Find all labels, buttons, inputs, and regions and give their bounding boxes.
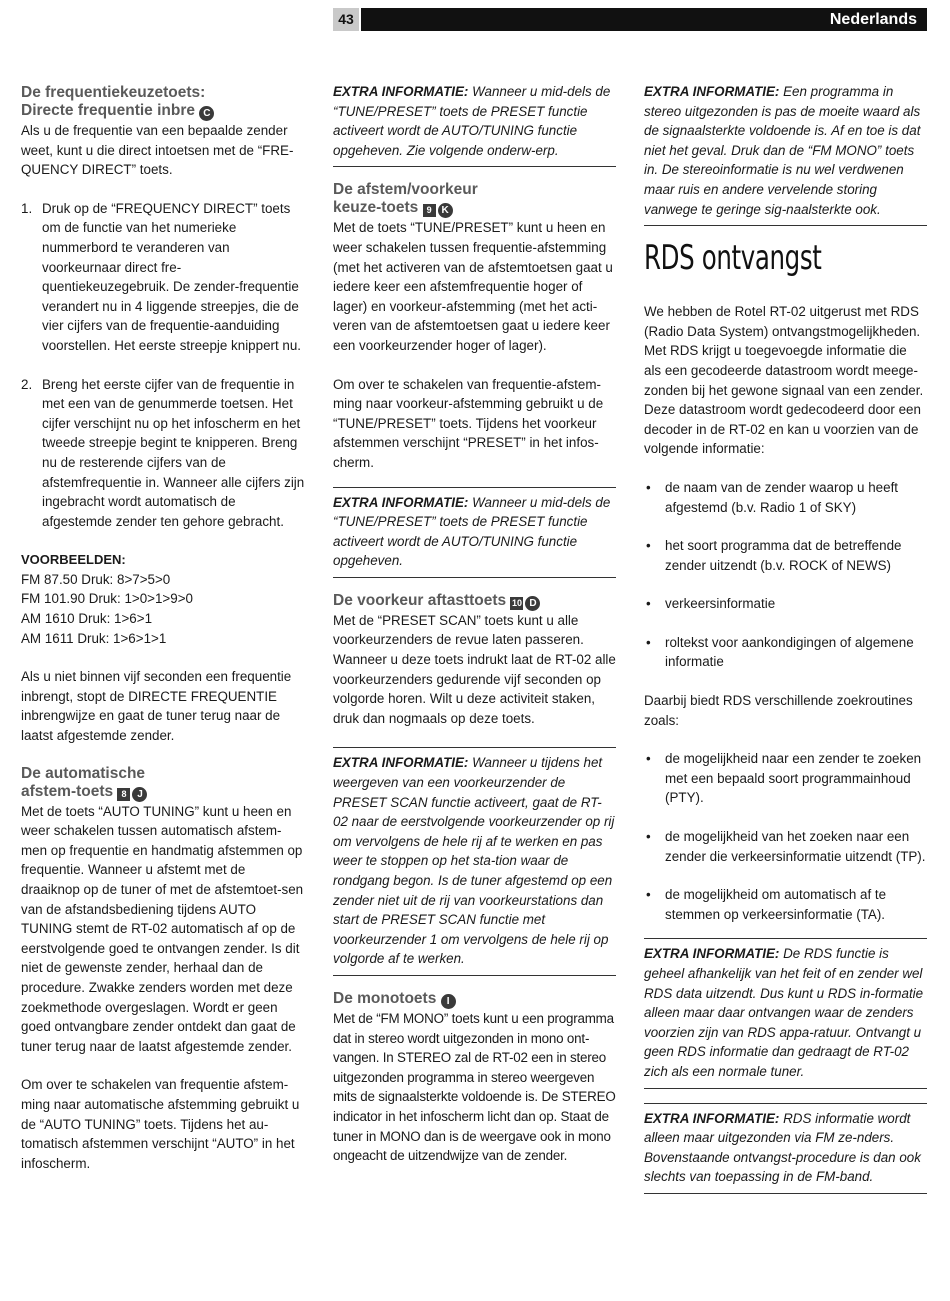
example-line: AM 1610 Druk: 1>6>1 [21,611,153,627]
info-box: EXTRA INFORMATIE: Wanneer u mid-dels de “TUNE/PRESET” toets de PRESET functie activeert wordt de AUTO/TUNING functie opgeheven. Zie volgende onderw-erp. [333,82,616,167]
front-key-10-icon: 10 [511,597,522,608]
paragraph: We hebben de Rotel RT-02 uitgerust met RDS (Radio Data System) ontvangstmogelijkheden. Met RDS krijgt u toegevoegde informatie die als een gecodeerde datastroom wordt meege-zonden bij het gewone signaal van een zender. Deze datastroom wordt gedecodeerd door een decoder in de RT-02 en kan u voorzien van de volgende informatie: [644,304,924,457]
info-box: EXTRA INFORMATIE: De RDS functie is geheel afhankelijk van het feit of en zender wel RDS data uitzendt. Dus kunt u RDS in-formatie alleen maar daar ontvangen waar de zenders voorzien zijn van RDS appa-ratuur. Ontvangt u geen RDS informatie dan gedraagt de RT-02 zich als een normale tuner. [644,938,927,1088]
list-item: • de mogelijkheid van het zoeken naar een zender die verkeersinformatie uitzendt (TP). [646,829,926,864]
front-key-8-icon: 8 [117,788,130,801]
section-title-preset-scan: De voorkeur aftasttoets 10 D [333,592,616,611]
paragraph: Met de “FM MONO” toets kunt u een programma dat in stereo wordt uitgezonden in mono ont-vangen. In STEREO zal de RT-02 een in stereo uitgezonden programma in stereo weergeven mits de signaalsterkte voldoende is. De STEREO indicator in het infoscherm licht dan op. Staat de tuner in MONO dan is de weergave ook in mono ongeacht de uitzendwijze van de zender. [333,1010,616,1164]
paragraph: Als u niet binnen vijf seconden een frequentie inbrengt, stopt de DIRECTE FREQUENTIE inbrengwijze en gaat de tuner terug naar de laatst afgestemde zender. [21,669,292,744]
paragraph: Met de “PRESET SCAN” toets kunt u alle voorkeurzenders de revue laten passeren. Wanneer u deze toets indrukt laat de RT-02 alle voorkeurzenders gedurende vijf seconden op volgorde horen. Wilt u deze activiteit staken, druk dan nogmaals op deze toets. [333,612,616,726]
paragraph: Als u de frequentie van een bepaalde zender weet, kunt u die direct intoetsen met de “FRE-QUENCY DIRECT” toets. [21,123,294,178]
list-item: • verkeersinformatie [646,596,776,612]
rds-search-list [644,749,927,924]
info-box: EXTRA INFORMATIE: RDS informatie wordt alleen maar uitgezonden via FM ze-nders. Bovenstaande ontvangst-procedure is dan ook slechts van toepassing in de FM-band. [644,1103,927,1194]
example-line: AM 1611 Druk: 1>6>1>1 [21,630,167,646]
paragraph: Om over te schakelen van frequentie afstem-ming naar automatische afstemming gebruikt u de “AUTO TUNING” toets. Tijdens het au-tomatisch afstemmen verschijnt “AUTO” in het infoscherm. [21,1077,300,1171]
example-line: FM 87.50 Druk: 8>7>5>0 [21,571,171,587]
info-box: EXTRA INFORMATIE: Een programma in stereo uitgezonden is pas de moeite waard als de signaalsterkte voldoende is. Af en toe is dat niet het geval. Druk dan de “FM MONO” toets in. De stereoinformatie is nu wel verdwenen maar ruis en andere vervelende storing vanwege te geringe sig-naalsterkte ook. [644,82,927,226]
header-bar [361,8,927,31]
section-title-auto-tuning: De automatische afstem-toets 8 J [21,765,305,802]
section-title-frequency-direct: De frequentiekeuzetoets: Directe frequentie inbre C [21,84,305,121]
rds-title: RDS ontvangst [644,238,822,279]
info-box: EXTRA INFORMATIE: Wanneer u mid-dels de “TUNE/PRESET” toets de PRESET functie activeert wordt de AUTO/TUNING functie opgeheven. [333,487,616,578]
rds-info-list [644,478,927,672]
language-label: Nederlands [829,11,917,28]
list-item: • roltekst voor aankondigingen of algemene informatie [646,634,914,670]
list-item: • de mogelijkheid om automatisch af te stemmen op verkeersinformatie (TA). [646,887,887,922]
remote-key-i-icon: I [441,994,456,1009]
paragraph: Daarbij biedt RDS verschillende zoekroutines zoals: [644,693,913,728]
paragraph: Om over te schakelen van frequentie-afstem-ming naar voorkeur-afstemming gebruikt u de “TUNE/PRESET” toets. Tijdens het voorkeur afstemmen verschijnt “PRESET” in het infos-cherm. [333,376,604,470]
column-3 [644,82,927,1194]
remote-key-j-icon: J [132,787,147,802]
list-item: • de naam van de zender waarop u heeft afgestemd (b.v. Radio 1 of SKY) [646,479,899,515]
examples-label: VOORBEELDEN: [21,552,126,568]
paragraph: Met de toets “TUNE/PRESET” kunt u heen en weer schakelen tussen frequentie-afstemming (met het activeren van de afstemtoetsen gaat u iedere keer een afstemfrequentie hoger of lager) en voorkeur-afstemming (met het acti-veren van de afstemtoetsen gaat u iedere keer een voorkeurzender hoger of lager). [333,220,613,353]
list-item: 2. Breng het eerste cijfer van de frequentie in met een van de genummerde toetsen. Het cijfer verschijnt nu op het infoscherm en het tweede streepje begint te knipperen. Breng nu de resterende cijfers van de afstemfrequentie in. Wanneer alle cijfers zijn ingebracht wordt automatisch de afgestemde zender ten gehore gebracht. [21,376,305,529]
example-line: FM 101.90 Druk: 1>0>1>9>0 [21,591,193,607]
column-2 [333,82,616,1166]
list-item: • het soort programma dat de betreffende zender uitzendt (b.v. ROCK of NEWS) [646,538,902,573]
remote-key-d-icon: D [525,596,540,611]
list-item: 1. Druk op de “FREQUENCY DIRECT” toets om de functie van het numerieke nummerbord te veranderen van voorkeurnaar direct fre-quentiekeuzegebruik. De zender-frequentie verandert nu in 4 liggende streepjes, die de vier cijfers van de frequentie-aanduiding voorstellen. Het eerste streepje knippert nu. [21,200,302,353]
info-box: EXTRA INFORMATIE: Wanneer u tijdens het weergeven van een voorkeurzender de PRESET SCAN functie activeert, gaat de RT-02 naar de eerstvolgende voorkeurzender op rij om vervolgens de hele rij af te werken en pas weer te stoppen op het sta-tion waar de rondgang begon. Is de tuner afgestemd op een zender niet uit de rij van voorkeurstations dan start de PRESET SCAN functie met voorkeurzender 1 om vervolgens de hele rij op volgorde af te werken. [333,747,616,976]
page-number: 43 [333,8,359,31]
front-key-9-icon: 9 [423,204,436,217]
section-title-tune-preset: De afstem/voorkeur keuze-toets 9 K [333,181,478,217]
remote-key-c-icon: C [199,106,214,121]
list-item: • de mogelijkheid naar een zender te zoeken met een bepaald soort programmainhoud (PTY). [646,751,922,806]
column-1 [21,84,305,1173]
section-title-mono: De monotoets I [333,990,616,1009]
paragraph: Met de toets “AUTO TUNING” kunt u heen en weer schakelen tussen automatisch afstem-men op frequentie en handmatig afstemmen op frequentie. Wanneer u afstemt met de draaiknop op de tuner of met de afstemtoet-sen van de afstandsbediening tijdens AUTO TUNING stemt de RT-02 automatisch af op de eerstvolgende goed te ontvangen zender. Is dit niet de gewenste zender, herhaal dan de procedure. Zwakke zenders worden met deze zoekmethode overgeslagen. Wordt er geen goed ontvangbare zender ontdekt dan gaat de tuner terug naar de laatst afgestemde zender. [21,803,304,1054]
steps-list [21,199,305,532]
remote-key-k-icon: K [438,203,453,218]
